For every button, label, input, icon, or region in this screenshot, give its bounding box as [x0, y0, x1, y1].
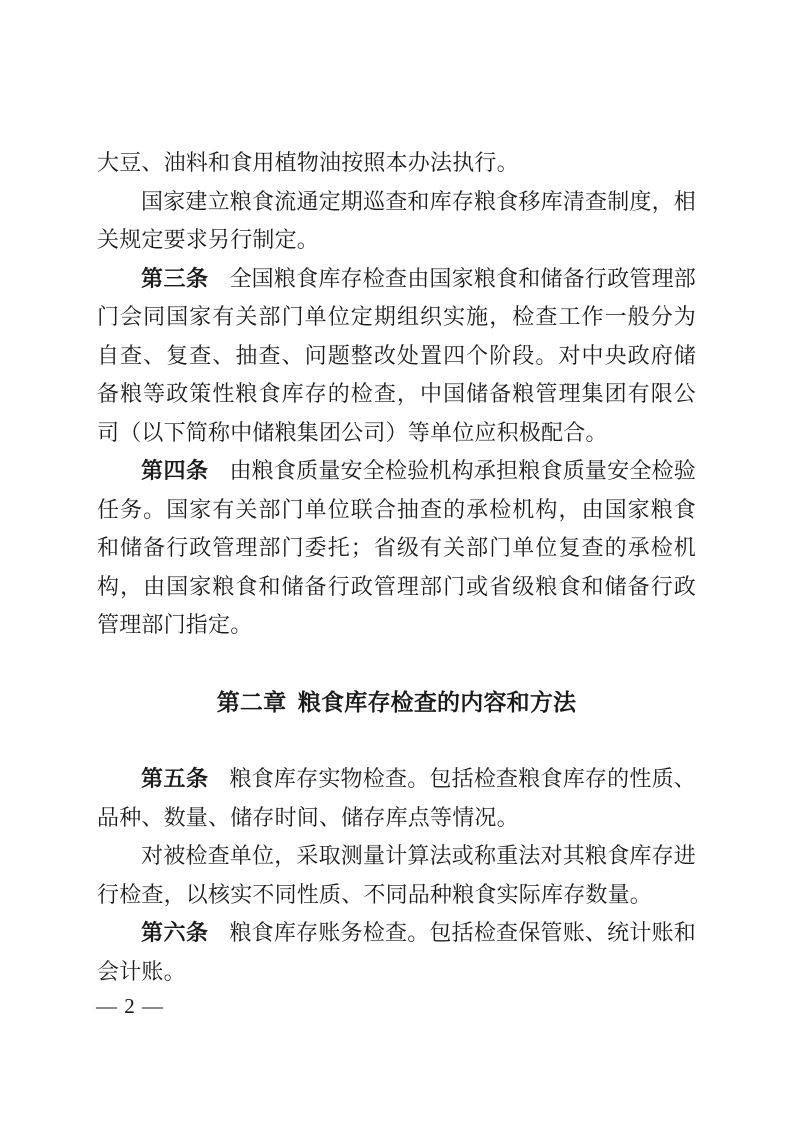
paragraph-text: 对被检查单位，采取测量计算法或称重法对其粮食库存进行检查，以核实不同性质、不同品种粮食实际库存数量。: [97, 843, 697, 907]
chapter-heading: [97, 683, 696, 722]
chapter-number: 第二章: [216, 689, 287, 715]
paragraph-text: 国家建立粮食流通定期巡查和库存粮食移库清查制度，相关规定要求另行制定。: [97, 188, 697, 252]
article-6-number: 第六条: [141, 920, 209, 945]
paragraph: [97, 183, 696, 260]
paragraph-article-3: [97, 260, 696, 453]
paragraph-text: 全国粮食库存检查由国家粮食和储备行政管理部门会同国家有关部门单位定期组织实施，检查工作一般分为自查、复查、抽查、问题整改处置四个阶段。对中央政府储备粮等政策性粮食库存的检查，中国储备粮管理集团有限公司（以下简称中储粮集团公司）等单位应积极配合。: [97, 265, 696, 445]
document-body: [97, 144, 696, 991]
page-number-footer: — 2 —: [96, 994, 164, 1018]
paragraph-article-5: [97, 760, 696, 837]
paragraph-text: 由粮食质量安全检验机构承担粮食质量安全检验任务。国家有关部门单位联合抽查的承检机构，由国家粮食和储备行政管理部门委托；省级有关部门单位复查的承检机构，由国家粮食和储备行政管理部门或省级粮食和储备行政管理部门指定。: [97, 458, 696, 637]
paragraph: [97, 837, 696, 914]
article-3-number: 第三条: [141, 265, 209, 291]
chapter-title: 粮食库存检查的内容和方法: [297, 689, 577, 715]
paragraph-continuation: [97, 144, 696, 183]
paragraph-article-6: [97, 914, 696, 991]
paragraph-text: 粮食库存实物检查。包括检查粮食库存的性质、品种、数量、储存时间、储存库点等情况。: [97, 766, 696, 830]
paragraph-article-4: [97, 452, 696, 645]
article-4-number: 第四条: [141, 458, 209, 483]
paragraph-text: 粮食库存账务检查。包括检查保管账、统计账和会计账。: [97, 920, 696, 984]
article-5-number: 第五条: [141, 766, 209, 791]
paragraph-text: 大豆、油料和食用植物油按照本办法执行。: [97, 150, 519, 175]
